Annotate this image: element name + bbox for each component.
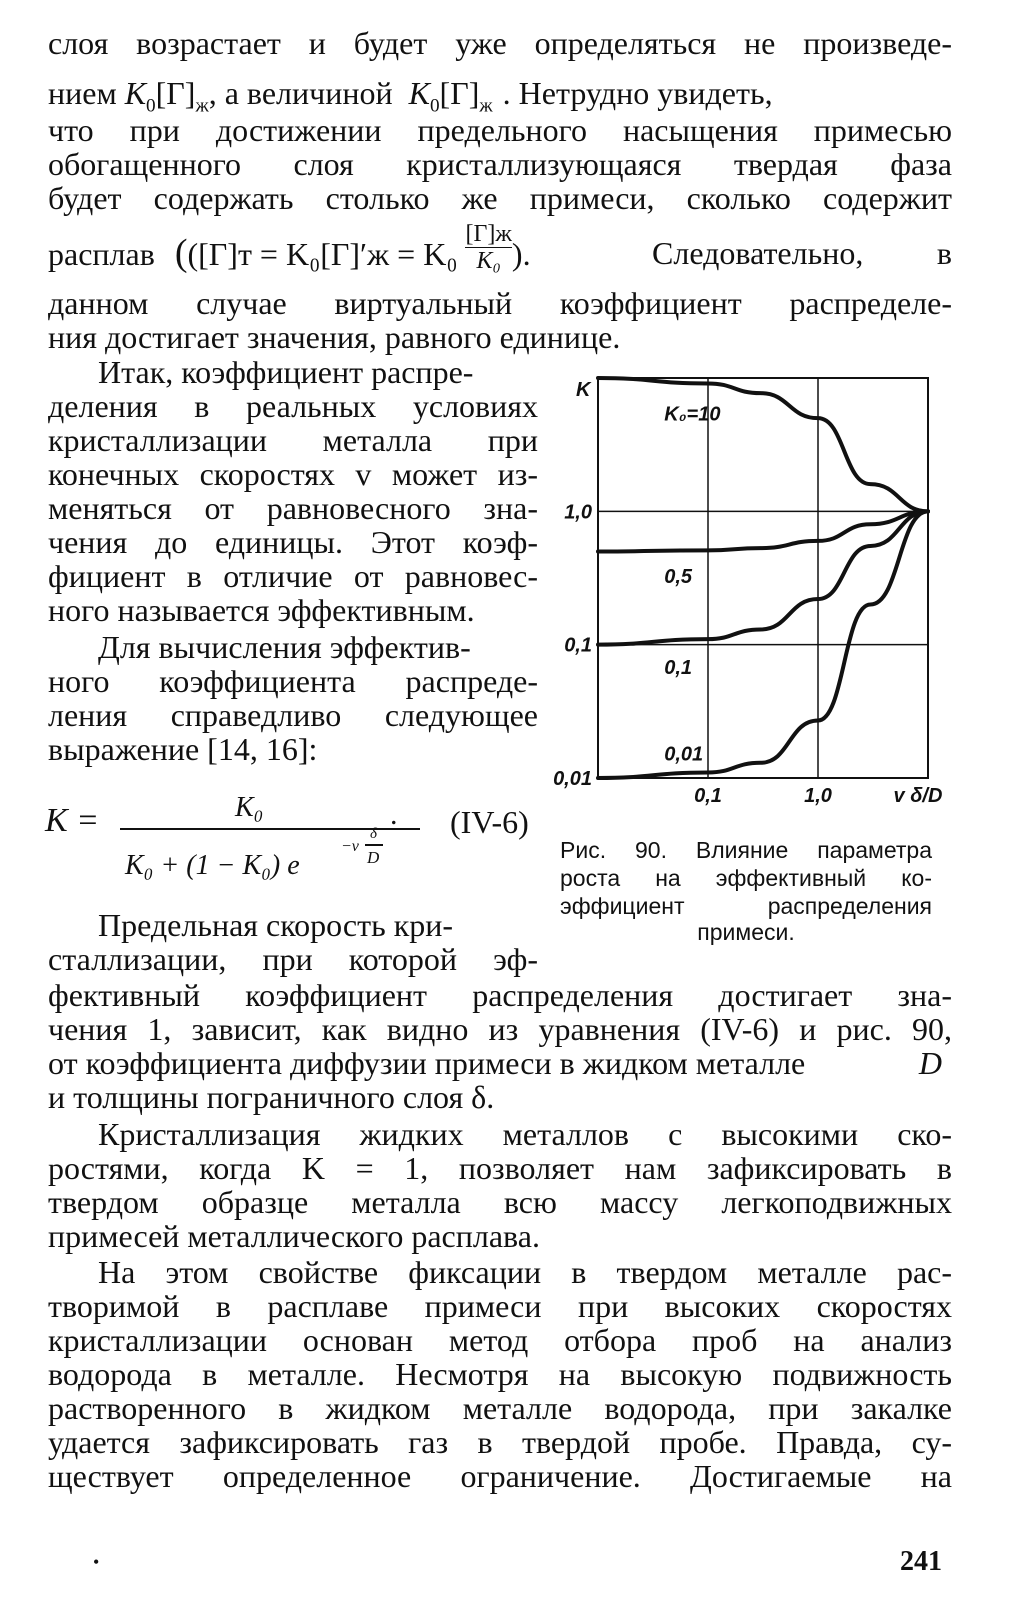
plot-frame	[598, 378, 928, 778]
symbol: K	[124, 75, 147, 111]
figure-chart	[548, 360, 948, 820]
text-line: выражение [14, 16]:	[48, 731, 318, 767]
text-line: ления справедливо следующее	[48, 697, 538, 733]
figure-caption-line: роста на эффективный ко-	[560, 865, 932, 891]
equation-iv-6	[45, 790, 535, 900]
text-line: ростями, когда K = 1, позволяет нам зафиксировать в	[48, 1150, 952, 1186]
chart-series-line	[598, 378, 928, 511]
text: расплав	[48, 236, 155, 272]
page-number: 241	[900, 1546, 942, 1577]
symbol: D	[918, 1045, 942, 1081]
y-tick-label: 0,01	[553, 768, 592, 790]
subscript: 0	[146, 95, 156, 117]
exponent-bar	[365, 844, 383, 846]
text: от коэффициента диффузии примеси в жидком металле	[48, 1045, 806, 1081]
text-line: обогащенного слоя кристаллизующаяся твердая фаза	[48, 146, 952, 182]
series-label: 0,1	[664, 657, 693, 680]
exponent: −v	[341, 838, 359, 855]
text-line: кристаллизации основан метод отбора проб на анализ	[48, 1322, 952, 1358]
text-line: ного называется эффективным.	[48, 592, 475, 628]
fraction-numerator: [Г]ж	[465, 221, 512, 248]
text-line: данном случае виртуальный коэффициент распределе-	[48, 285, 952, 321]
figure-caption-line: Рис. 90. Влияние параметра	[560, 837, 932, 863]
text: , а величиной	[208, 75, 393, 111]
subscript: 0	[429, 95, 440, 117]
text-line: творимой в расплаве примеси при высоких скоростях	[48, 1288, 952, 1324]
series-label: K₀=10	[664, 403, 721, 426]
series-label: 0,01	[664, 743, 704, 766]
text-line: ния достигает значения, равного единице.	[48, 319, 621, 355]
text-line: будет содержать столько же примеси, сколько содержит	[48, 180, 952, 216]
equation-denominator: K₀ + (1 − K₀) e	[125, 850, 300, 881]
equation-label: (IV-6)	[450, 804, 529, 840]
text-line: Для вычисления эффектив-	[98, 629, 471, 665]
equation-lhs: K =	[45, 802, 100, 839]
text-line: твердом образце металла всю массу легкоподвижных	[48, 1184, 952, 1220]
text-line: чения 1, зависит, как видно из уравнения (IV-6) и рис. 90,	[48, 1011, 952, 1047]
text-line: ществует определенное ограничение. Достигаемые на	[48, 1458, 952, 1494]
subscript: ж	[479, 95, 493, 117]
text-line: водорода в металле. Несмотря на высокую подвижность	[48, 1356, 952, 1392]
symbol: [Г]	[155, 75, 196, 111]
bullet-mark: •	[93, 1552, 100, 1572]
text-line: растворенного в жидком металле водорода, при закалке	[48, 1390, 952, 1426]
text: Следовательно,	[652, 235, 864, 271]
x-axis-label: v δ/D	[893, 785, 943, 807]
text-line: примесей металлического расплава.	[48, 1218, 540, 1254]
y-axis-label: K	[576, 379, 591, 401]
symbol: [Г]	[439, 75, 480, 111]
text-line: удается зафиксировать газ в твердой пробе. Правда, су-	[48, 1424, 952, 1460]
exponent-numerator: δ	[370, 826, 377, 842]
text-line: что при достижении предельного насыщения примесью	[48, 112, 952, 148]
subscript: ж	[195, 95, 209, 117]
text-line	[48, 1046, 952, 1080]
text-line: меняться от равновесного зна-	[48, 490, 538, 526]
text-line: Итак, коэффициент распре-	[98, 354, 474, 390]
text-line: чения до единицы. Этот коэф-	[48, 524, 538, 560]
figure-caption-line: эффициент распределения	[560, 893, 932, 919]
text-line: Предельная скорость кри-	[98, 907, 454, 943]
chart-series	[598, 378, 928, 778]
y-tick-label: 1,0	[564, 501, 592, 524]
text-line: На этом свойстве фиксации в твердом металле рас-	[98, 1254, 952, 1290]
text-line: и толщины пограничного слоя δ.	[48, 1079, 495, 1115]
equation-numerator: K₀	[235, 792, 264, 823]
text-line: фективный коэффициент распределения достигает зна-	[48, 977, 952, 1013]
chart-series-line	[598, 511, 928, 644]
x-tick-label: 0,1	[694, 785, 722, 807]
y-tick-label: 0,1	[564, 634, 592, 657]
text: . Нетрудно увидеть,	[502, 75, 773, 111]
text-line: сталлизации, при которой эф-	[48, 941, 538, 977]
fraction-denominator: K₀	[476, 248, 501, 275]
text: нием	[48, 75, 117, 111]
text-line: деления в реальных условиях	[48, 388, 538, 424]
text-line: слоя возрастает и будет уже определяться не произведе-	[48, 25, 952, 61]
text-line: конечных скоростях v может из-	[48, 456, 538, 492]
text-line: кристаллизации металла при	[48, 422, 538, 458]
text: ).	[511, 236, 531, 272]
text-line-formula: расплав (([Г]т = K₀[Г]′ж = K₀ [Г]ж K₀ ). Следовательно, в	[48, 221, 952, 275]
exponent-denominator: D	[367, 848, 380, 867]
inline-formula: ([Г]т = K₀[Г]′ж = K₀	[187, 236, 458, 272]
x-tick-label: 1,0	[804, 785, 832, 807]
text-line: фициент в отличие от равновес-	[48, 558, 538, 594]
text-line: ного коэффициента распреде-	[48, 663, 538, 699]
text-line: Кристаллизация жидких металлов с высокими ско-	[98, 1116, 952, 1152]
symbol: K	[408, 75, 430, 111]
text: в	[936, 235, 952, 271]
chart-grid	[598, 378, 928, 778]
series-label: 0,5	[664, 566, 693, 589]
figure-caption-line: примеси.	[697, 919, 795, 945]
equation-dot: .	[390, 798, 398, 831]
